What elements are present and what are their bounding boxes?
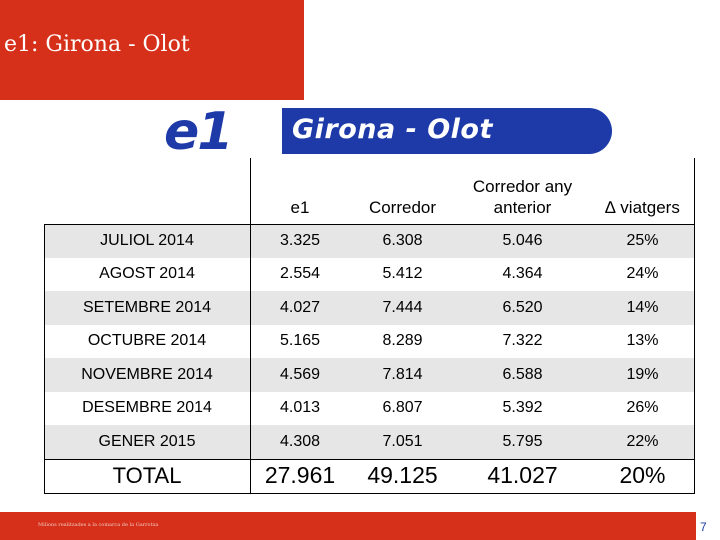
grid-line-left [44,224,45,493]
table-cell: 26% [626,399,659,417]
footer-bar [0,512,696,540]
table-cell: 6.588 [502,365,543,383]
slide-title: e1: Girona - Olot [4,32,190,57]
e1-logo [160,102,612,162]
table-cell: 6.308 [382,231,423,249]
table-cell: 13% [626,332,659,350]
row-label: GENER 2015 [98,432,196,450]
table-cell: 8.289 [382,332,423,350]
table-cell: 4.364 [502,265,543,283]
column-header: Corredor [368,198,437,217]
title-bar [0,0,304,100]
total-cell: 49.125 [367,462,438,488]
table-cell: 7.322 [502,332,543,350]
row-label: AGOST 2014 [99,265,195,283]
grid-line-total [44,459,695,460]
table-cell: 7.444 [382,298,423,316]
table-cell: 4.569 [279,365,321,383]
table-cell: 5.046 [502,231,543,249]
column-header: e1 [290,198,310,217]
table-cell: 25% [626,231,659,249]
grid-line-bottom [44,493,695,494]
table-cell: 5.412 [382,265,423,283]
column-header: ∆ viatgers [605,198,680,217]
row-label: DESEMBRE 2014 [82,399,212,417]
total-label: TOTAL [112,462,182,488]
table-cell: 22% [626,432,659,450]
table-cell: 24% [626,265,659,283]
total-cell: 27.961 [264,462,336,488]
table-cell: 5.392 [502,399,543,417]
row-label: SETEMBRE 2014 [82,298,212,316]
table-cell: 5.165 [279,332,321,350]
total-cell: 20% [619,462,666,488]
row-label: JULIOL 2014 [100,231,194,249]
logo-text: Girona - Olot [292,114,493,145]
page-number: 7 [700,520,707,534]
logo-mark: e1 [164,102,232,162]
table-cell: 4.308 [279,432,321,450]
total-cell: 41.027 [487,462,558,488]
table-cell: 3.325 [279,231,321,249]
table-cell: 19% [626,365,659,383]
table-cell: 5.795 [502,432,543,450]
table-cell: 7.051 [382,432,423,450]
grid-line-col1 [250,158,251,493]
table-cell: 7.814 [382,365,423,383]
grid-line-right [694,158,695,493]
column-header: Corredor any anterior [472,177,573,217]
table-cell: 4.027 [279,298,321,316]
table-cell: 14% [626,298,659,316]
row-label: NOVEMBRE 2014 [81,365,213,383]
table-cell: 6.520 [502,298,543,316]
row-label: OCTUBRE 2014 [87,332,207,350]
grid-line-header [44,224,695,225]
table-cell: 4.013 [279,399,321,417]
table-cell: 2.554 [279,265,321,283]
title-strip [304,0,720,28]
table-cell: 6.807 [382,399,423,417]
logo-mark-box [160,102,282,162]
footer-note: Milions realitzades a la comarca de la Garrotxa [38,522,159,528]
